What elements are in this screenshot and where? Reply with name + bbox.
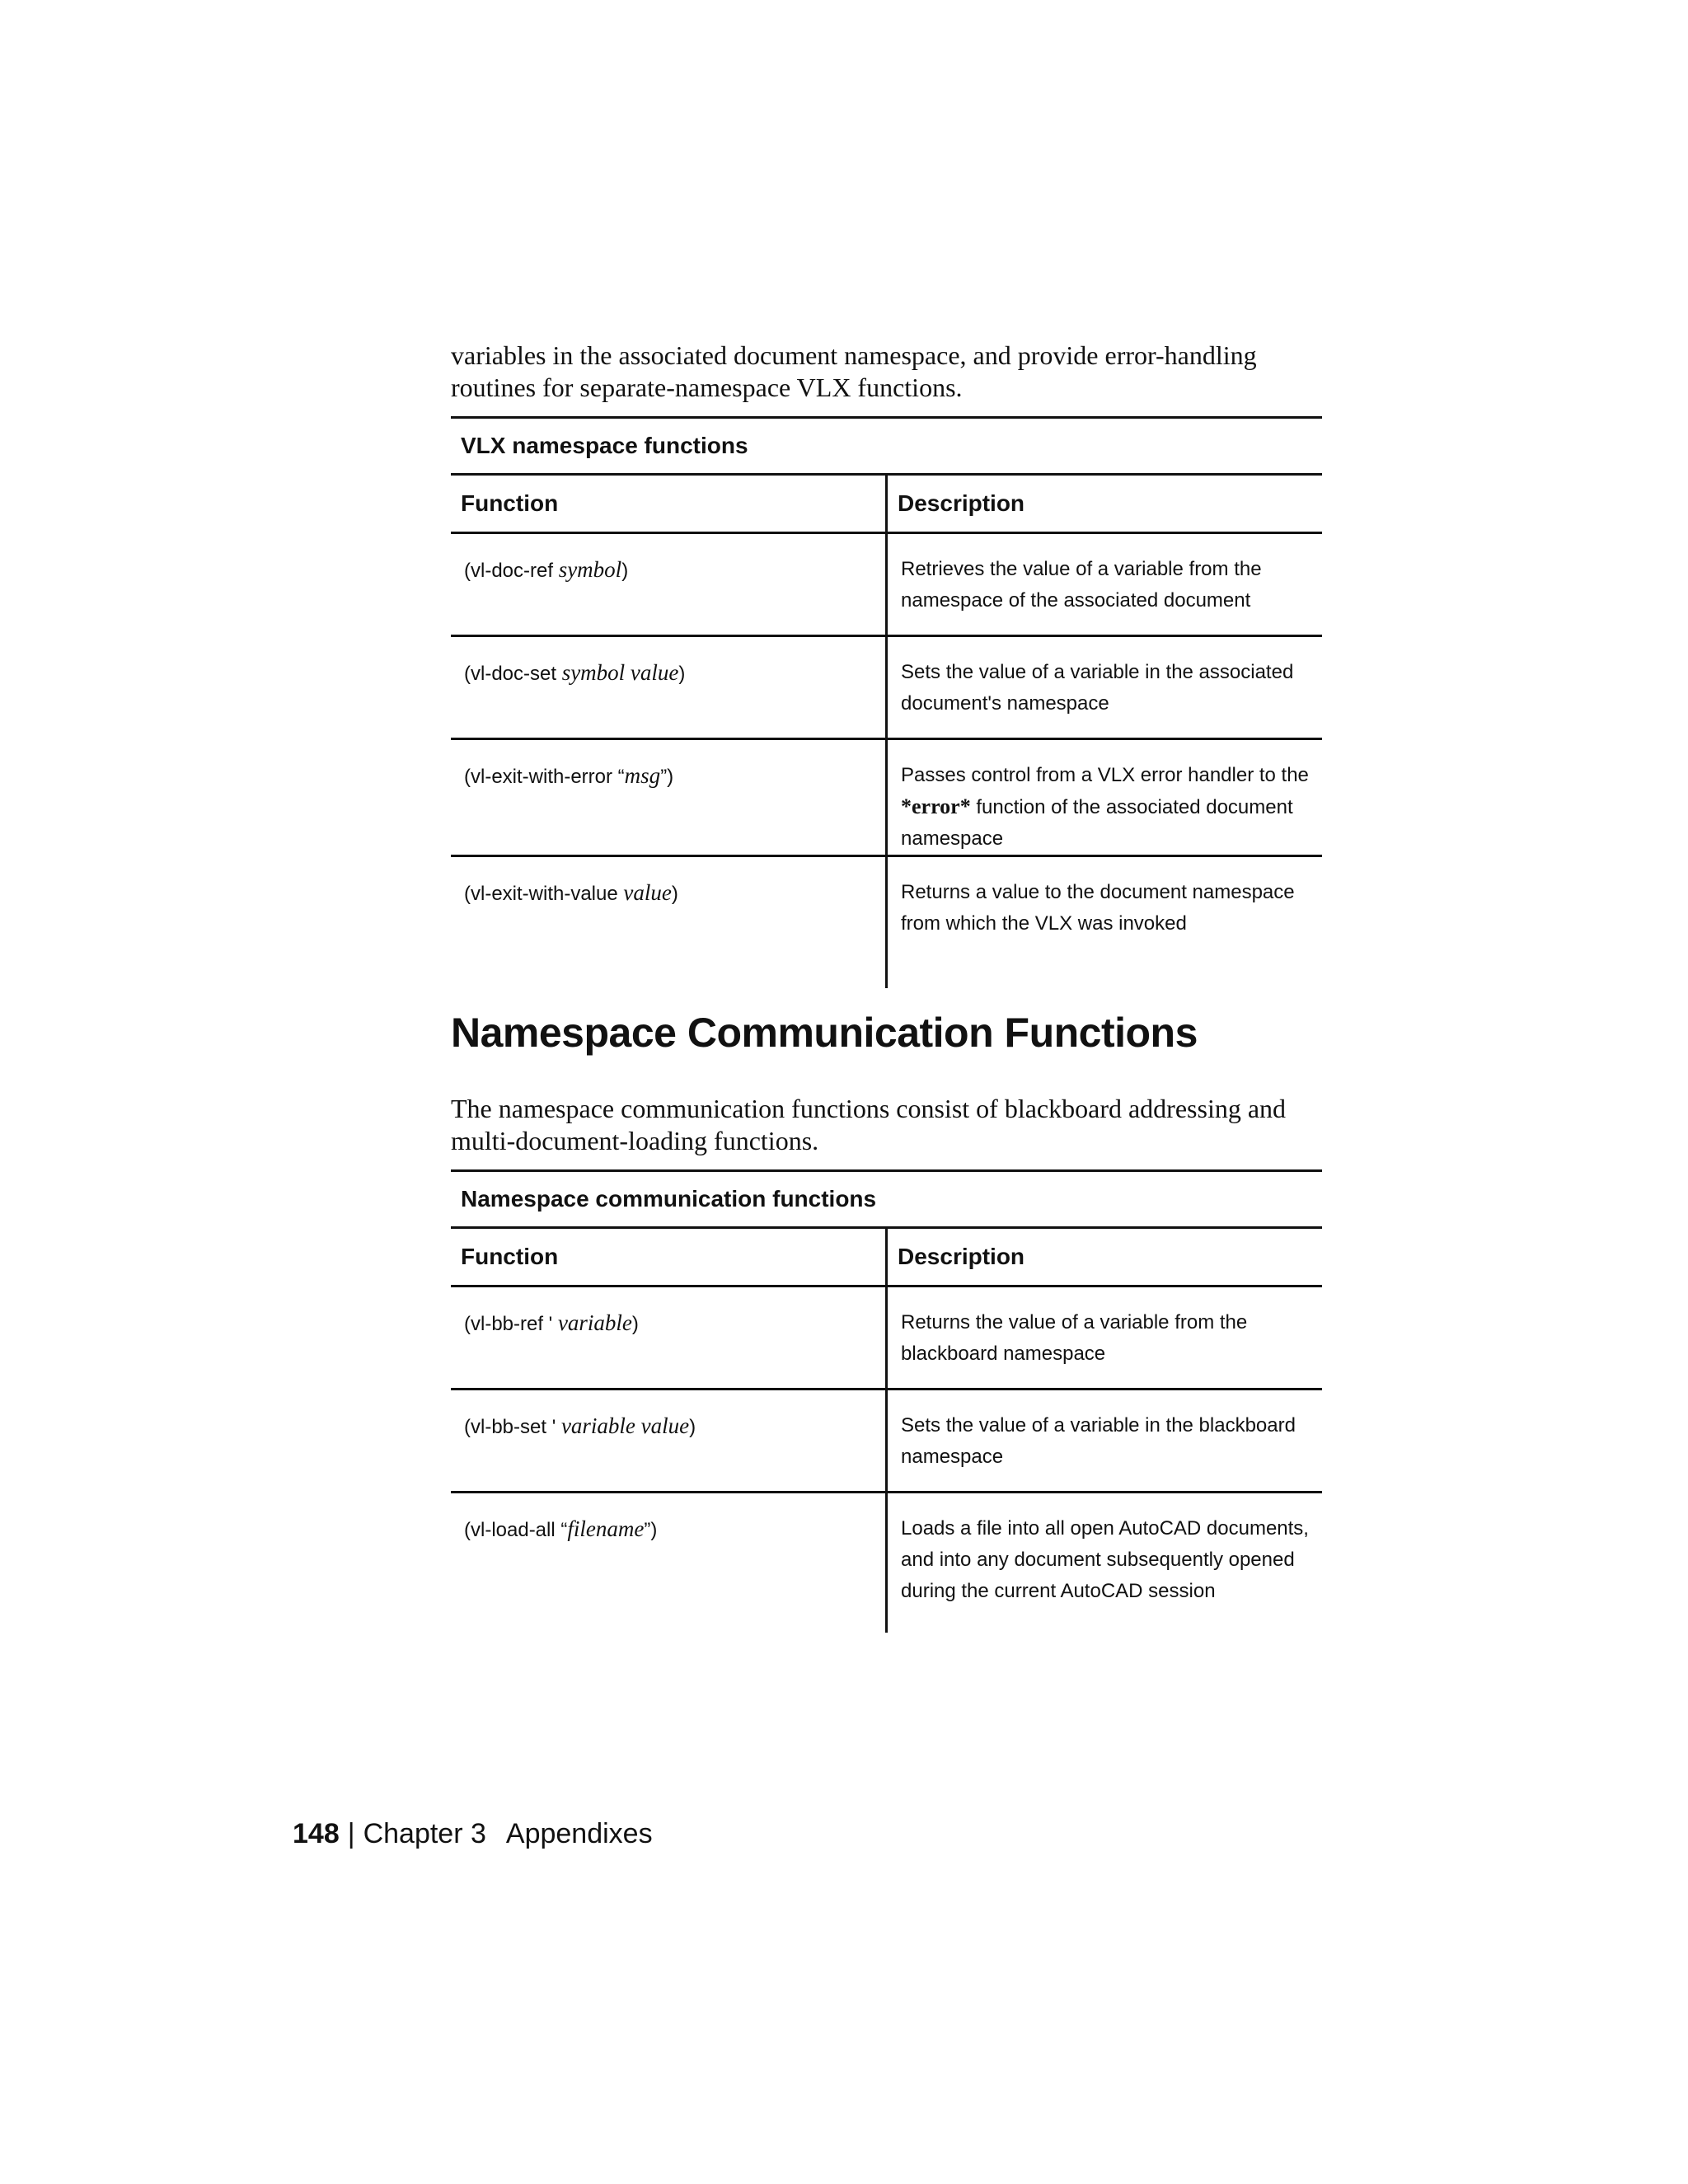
function-close: )	[689, 1416, 696, 1438]
function-cell	[451, 1286, 887, 1390]
description-text: Passes control from a VLX error handler to the	[901, 764, 1309, 786]
namespace-communication-functions-table	[451, 1169, 1322, 1633]
column-header-description: Description	[887, 475, 1323, 533]
page-footer	[293, 1813, 653, 1854]
function-close: ”)	[644, 1519, 658, 1541]
function-close: )	[621, 560, 629, 582]
function-argument: symbol	[558, 557, 622, 582]
function-cell	[451, 1390, 887, 1493]
function-cell	[451, 636, 887, 739]
description-cell: Sets the value of a variable in the blackboard namespace	[887, 1390, 1323, 1493]
table-row	[451, 1390, 1322, 1493]
table-header-row	[451, 1228, 1322, 1286]
function-close: )	[678, 663, 686, 685]
function-cell	[451, 856, 887, 988]
table-row	[451, 1286, 1322, 1390]
section-heading: Namespace Communication Functions	[451, 1010, 1198, 1056]
footer-chapter: Chapter 3	[363, 1818, 486, 1849]
function-cell	[451, 739, 887, 856]
table-caption-row	[451, 418, 1322, 475]
table-caption: Namespace communication functions	[451, 1171, 1322, 1228]
table-row	[451, 856, 1322, 988]
function-close: ”)	[660, 766, 674, 788]
function-argument: msg	[624, 763, 661, 788]
table-caption-row	[451, 1171, 1322, 1228]
table-row	[451, 636, 1322, 739]
description-text: function of the associated document namespace	[901, 796, 1293, 850]
column-header-description: Description	[887, 1228, 1323, 1286]
table-header-row	[451, 475, 1322, 533]
function-name: (vl-bb-ref '	[464, 1313, 558, 1335]
function-name: (vl-load-all “	[464, 1519, 568, 1541]
function-argument: filename	[567, 1516, 645, 1541]
footer-separator: |	[347, 1818, 355, 1849]
intro-paragraph: variables in the associated document namespace, and provide error-handling routines for separate-namespace VLX functions.	[451, 340, 1257, 402]
function-cell	[451, 533, 887, 636]
vlx-namespace-functions-table	[451, 416, 1322, 988]
function-name: (vl-doc-ref	[464, 560, 559, 582]
function-name: (vl-exit-with-error “	[464, 766, 625, 788]
description-cell: Sets the value of a variable in the associated document's namespace	[887, 636, 1323, 739]
function-cell	[451, 1493, 887, 1633]
description-cell: Retrieves the value of a variable from the namespace of the associated document	[887, 533, 1323, 636]
footer-chapter-title: Appendixes	[505, 1818, 653, 1849]
column-header-function: Function	[451, 1228, 887, 1286]
table-row	[451, 739, 1322, 856]
table-caption: VLX namespace functions	[451, 418, 1322, 475]
function-close: )	[671, 883, 678, 905]
description-cell: Returns the value of a variable from the blackboard namespace	[887, 1286, 1323, 1390]
function-argument: value	[623, 880, 672, 905]
page-number: 148	[293, 1818, 340, 1849]
function-argument: variable	[557, 1310, 632, 1335]
description-cell: Loads a file into all open AutoCAD documents, and into any document subsequently opened during the current AutoCAD session	[901, 1517, 1309, 1602]
function-argument: variable value	[560, 1413, 690, 1438]
table-row	[451, 533, 1322, 636]
function-argument: symbol value	[561, 660, 679, 685]
description-cell	[887, 739, 1323, 856]
description-cell: Returns a value to the document namespace from which the VLX was invoked	[901, 881, 1295, 935]
function-close: )	[631, 1313, 639, 1335]
function-name: (vl-doc-set	[464, 663, 562, 685]
function-name: (vl-exit-with-value	[464, 883, 624, 905]
function-name: (vl-bb-set '	[464, 1416, 561, 1438]
error-function-name: *error*	[901, 794, 971, 818]
table-row	[451, 1493, 1322, 1633]
section-intro-paragraph: The namespace communication functions consist of blackboard addressing and multi-document-loading functions.	[451, 1094, 1287, 1155]
column-header-function: Function	[451, 475, 887, 533]
